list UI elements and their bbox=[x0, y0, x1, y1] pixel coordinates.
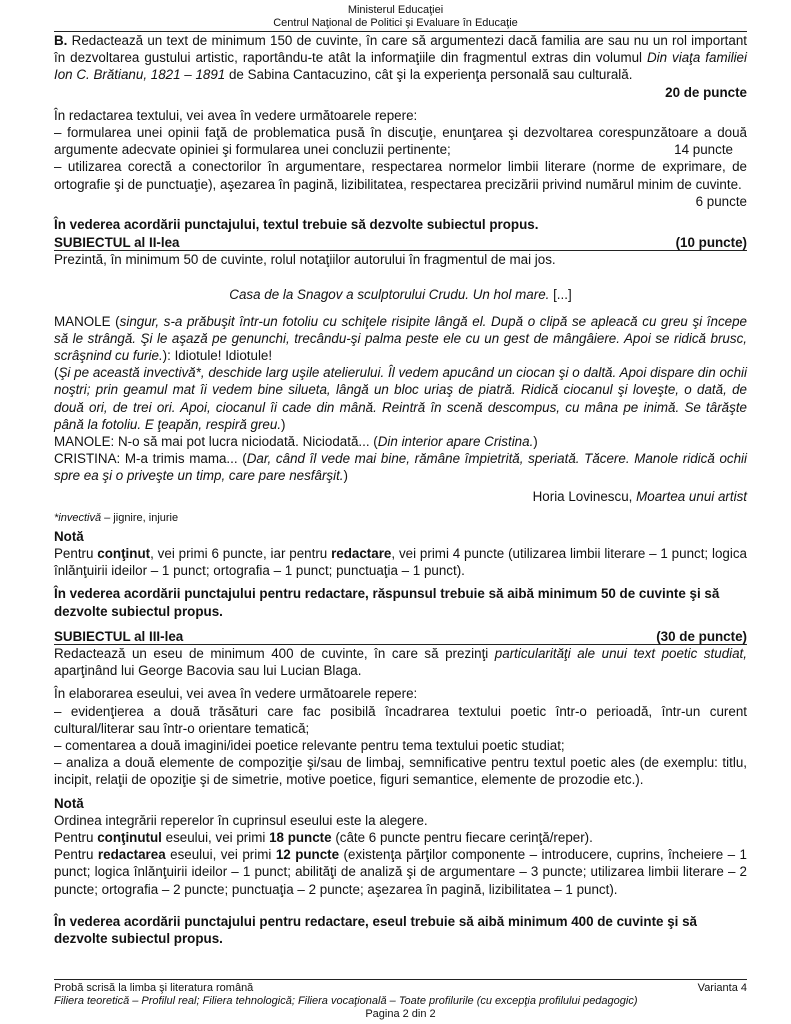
note-text: (câte 6 puncte pentru fiecare cerinţă/reper). bbox=[331, 829, 593, 845]
subject-3-note-order: Ordinea integrării reperelor în cuprinsul eseului este la alegere. bbox=[54, 812, 428, 828]
part-b-text-end: de Sabina Cantacuzino, cât şi la experienţa personală sau culturală. bbox=[225, 67, 633, 83]
manole-line-2 bbox=[54, 433, 747, 450]
stage-direction: Şi pe această invectivă*, deschide larg uşile atelierului. Îl vedem apucând un ciocan şi o daltă. Apoi dispare din ochii noştri; prin geamul mat îi vedem bine silueta, lângă un bloc uriaş de piatră. Ridică ciocanul şi loveşte, o dată, de două ori, de trei ori. Apoi, ciocanul îi cade din mână. Reintră în scenă descompus, cu mâna pe inimă. Se târăşte până la fotoliu. E ţeapăn, respiră greu. bbox=[54, 365, 747, 432]
footnote-term: *invectivă bbox=[54, 511, 102, 524]
note-bold: 18 puncte bbox=[269, 829, 332, 845]
header-ministry: Ministerul Educaţiei bbox=[347, 4, 444, 16]
note-text: eseului, vei primi bbox=[165, 847, 276, 863]
stage-direction-block bbox=[54, 364, 747, 433]
task-text: aparţinând lui George Bacovia sau lui Lucian Blaga. bbox=[54, 663, 362, 679]
subject-3-task bbox=[54, 645, 747, 679]
subject-2-task: Prezintă, în minimum 50 de cuvinte, rolul notaţiilor autorului în fragmentul de mai jos. bbox=[54, 252, 556, 268]
footer-exam: Probă scrisă la limba şi literatura română bbox=[54, 982, 254, 994]
cristina-line bbox=[54, 450, 747, 484]
note-text: Pentru bbox=[54, 847, 98, 863]
part-b-condition: În vederea acordării punctajului, textul trebuie să dezvolte subiectul propus. bbox=[54, 217, 539, 233]
speaker: MANOLE ( bbox=[54, 313, 120, 329]
work-title: Moartea unui artist bbox=[636, 488, 747, 504]
guide-1-text: – formularea unei opinii faţă de problematica pusă în discuţie, enunţarea şi dezvoltarea corespunzătoare a două argumente adecvate opiniei şi formularea unei concluzii pertinente; bbox=[54, 125, 747, 158]
part-b-task bbox=[54, 32, 747, 84]
guide-1-points: 14 puncte bbox=[674, 142, 733, 158]
footer-profiles: Filiera teoretică – Profilul real; Filiera tehnologică; Filiera vocaţională – Toate profilurile (cu excepţia profilului pedagogic) bbox=[54, 995, 638, 1007]
footer-row bbox=[54, 980, 747, 995]
subject-2-title: SUBIECTUL al II-lea bbox=[54, 235, 180, 251]
part-b-guide-2-points: 6 puncte bbox=[695, 193, 747, 209]
stage-direction: Din interior apare Cristina. bbox=[377, 434, 534, 450]
manole-line-1 bbox=[54, 313, 747, 365]
subject-2-note bbox=[54, 545, 747, 579]
scene-text: Casa de la Snagov a sculptorului Crudu. Un hol mare. bbox=[229, 287, 550, 303]
subject-2-points: (10 puncte) bbox=[675, 235, 747, 251]
scene-description bbox=[54, 286, 747, 303]
footnote-definition: – jignire, injurie bbox=[101, 511, 179, 524]
footer-page-number: Pagina 2 din 2 bbox=[365, 1008, 436, 1020]
subject-3-note-content bbox=[54, 829, 747, 846]
note-text: , vei primi 4 puncte (utilizarea limbii literare – 1 punct; logica înlănţuirii ideilor – 1 punct; ortografia – 1 punct; punctuaţia – 1 punct). bbox=[54, 546, 747, 579]
note-text: eseului, vei primi bbox=[161, 829, 270, 845]
author: Horia Lovinescu, bbox=[532, 488, 637, 504]
stage-direction: singur, s-a prăbuşit într-un fotoliu cu schiţele risipite lângă el. După o clipă se apleacă cu greu şi începe să le strângă. Şi le aşază pe genunchi, trecându-şi palma peste ele cu un gest de mângâiere. Apoi se ridică brusc, scrâşnind cu furie. bbox=[54, 313, 747, 364]
part-b-guide-2: – utilizarea corectă a conectorilor în argumentare, respectarea normelor limbii literare (norme de exprimare, de ortografie şi de punctuaţie), aşezarea în pagină, lizibilitatea, respectarea precizării privind numărul minim de cuvinte. bbox=[54, 159, 747, 192]
note-bold: conţinut bbox=[97, 546, 151, 562]
stage-direction: Dar, când îl vede mai bine, rămâne împietrită, speriată. Tăcere. Manole ridică ochii spre ea şi o priveşte un timp, care pare nesfârşit. bbox=[54, 451, 747, 484]
note-text: Pentru bbox=[54, 829, 98, 845]
page-body bbox=[54, 32, 747, 947]
subject-3-points: (30 de puncte) bbox=[656, 628, 747, 644]
part-b-label: B. bbox=[54, 33, 68, 48]
subject-3-note-redactare bbox=[54, 846, 747, 898]
note-bold: redactarea bbox=[97, 847, 166, 863]
source-attribution bbox=[54, 488, 747, 505]
part-b-points: 20 de puncte bbox=[665, 84, 747, 100]
subject-3-condition: În vederea acordării punctajului pentru redactare, eseul trebuie să aibă minimum 400 de cuvinte şi să dezvolte subiectul propus. bbox=[54, 913, 697, 946]
dialogue: CRISTINA: M-a trimis mama... ( bbox=[54, 451, 247, 467]
paren: ) bbox=[343, 468, 348, 484]
header-center: Centrul Naţional de Politici şi Evaluare în Educaţie bbox=[273, 17, 518, 29]
note-bold: conţinutul bbox=[97, 829, 162, 845]
subject-3-guide-2: – comentarea a două imagini/idei poetice relevante pentru tema textului poetic studiat; bbox=[54, 737, 565, 753]
part-b-guide-intro: În redactarea textului, vei avea în vedere următoarele repere: bbox=[54, 107, 418, 123]
page-header bbox=[0, 0, 791, 30]
dialogue: ): Idiotule! Idiotule! bbox=[162, 348, 273, 364]
subject-2-note-title: Notă bbox=[54, 528, 84, 544]
footnote bbox=[54, 511, 747, 526]
dialogue: MANOLE: N-o să mai pot lucra niciodată. Niciodată... ( bbox=[54, 434, 378, 450]
task-text: Redactează un eseu de minimum 400 de cuvinte, în care să prezinţi bbox=[54, 645, 495, 661]
scene-ellipsis: [...] bbox=[549, 287, 572, 303]
note-bold: redactare bbox=[331, 546, 392, 562]
paren: ( bbox=[54, 365, 59, 381]
subject-3-guide-1: – evidenţierea a două trăsături care fac posibilă încadrarea textului poetic într-o perioadă, într-un curent cultural/literar sau într-o orientare tematică; bbox=[54, 703, 747, 736]
subject-3-guide-3: – analiza a două elemente de compoziţie şi/sau de limbaj, semnificative pentru textul poetic ales (de exemplu: titlu, incipit, relaţii de opoziţie şi de simetrie, motive poetice, figuri semantice, elemente de prozodie etc.). bbox=[54, 755, 747, 788]
note-bold: 12 puncte bbox=[275, 847, 340, 863]
part-b-book-title: Din viaţa familiei Ion C. Brătianu, 1821 – 1891 bbox=[54, 50, 747, 83]
task-italic: particularităţi ale unui text poetic studiat, bbox=[494, 645, 748, 661]
subject-3-guide-intro: În elaborarea eseului, vei avea în vedere următoarele repere: bbox=[54, 686, 418, 702]
paren: ) bbox=[281, 416, 286, 432]
subject-2-condition: În vederea acordării punctajului pentru redactare, răspunsul trebuie să aibă minimum 50 de cuvinte şi să dezvolte subiectul propus. bbox=[54, 586, 720, 619]
page-footer bbox=[54, 979, 747, 1021]
note-text: Pentru bbox=[54, 546, 98, 562]
footer-variant: Varianta 4 bbox=[697, 982, 747, 994]
subject-3-heading bbox=[54, 629, 747, 645]
subject-3-note-title: Notă bbox=[54, 795, 84, 811]
paren: ) bbox=[533, 434, 538, 450]
note-text: , vei primi 6 puncte, iar pentru bbox=[150, 546, 332, 562]
note-text: (existenţa părţilor componente – introducere, cuprins, încheiere – 1 punct; logica înlănţuirii ideilor – 1 punct; abilităţi de analiză şi de argumentare – 3 puncte; utilizarea limbii literare – 2 puncte; ortografia – 2 puncte; punctuaţia – 2 puncte; aşezarea în pagină, lizibilitatea – 1 punct). bbox=[54, 847, 747, 897]
part-b-guide-1 bbox=[54, 124, 747, 158]
part-b-text: Redactează un text de minimum 150 de cuvinte, în care să argumentezi dacă familia are sau nu un rol important în dezvoltarea gustului artistic, raportându-te atât la informaţiile din fragmentul extras din volumul bbox=[54, 33, 747, 66]
subject-2-heading bbox=[54, 235, 747, 251]
subject-3-title: SUBIECTUL al III-lea bbox=[54, 628, 184, 644]
